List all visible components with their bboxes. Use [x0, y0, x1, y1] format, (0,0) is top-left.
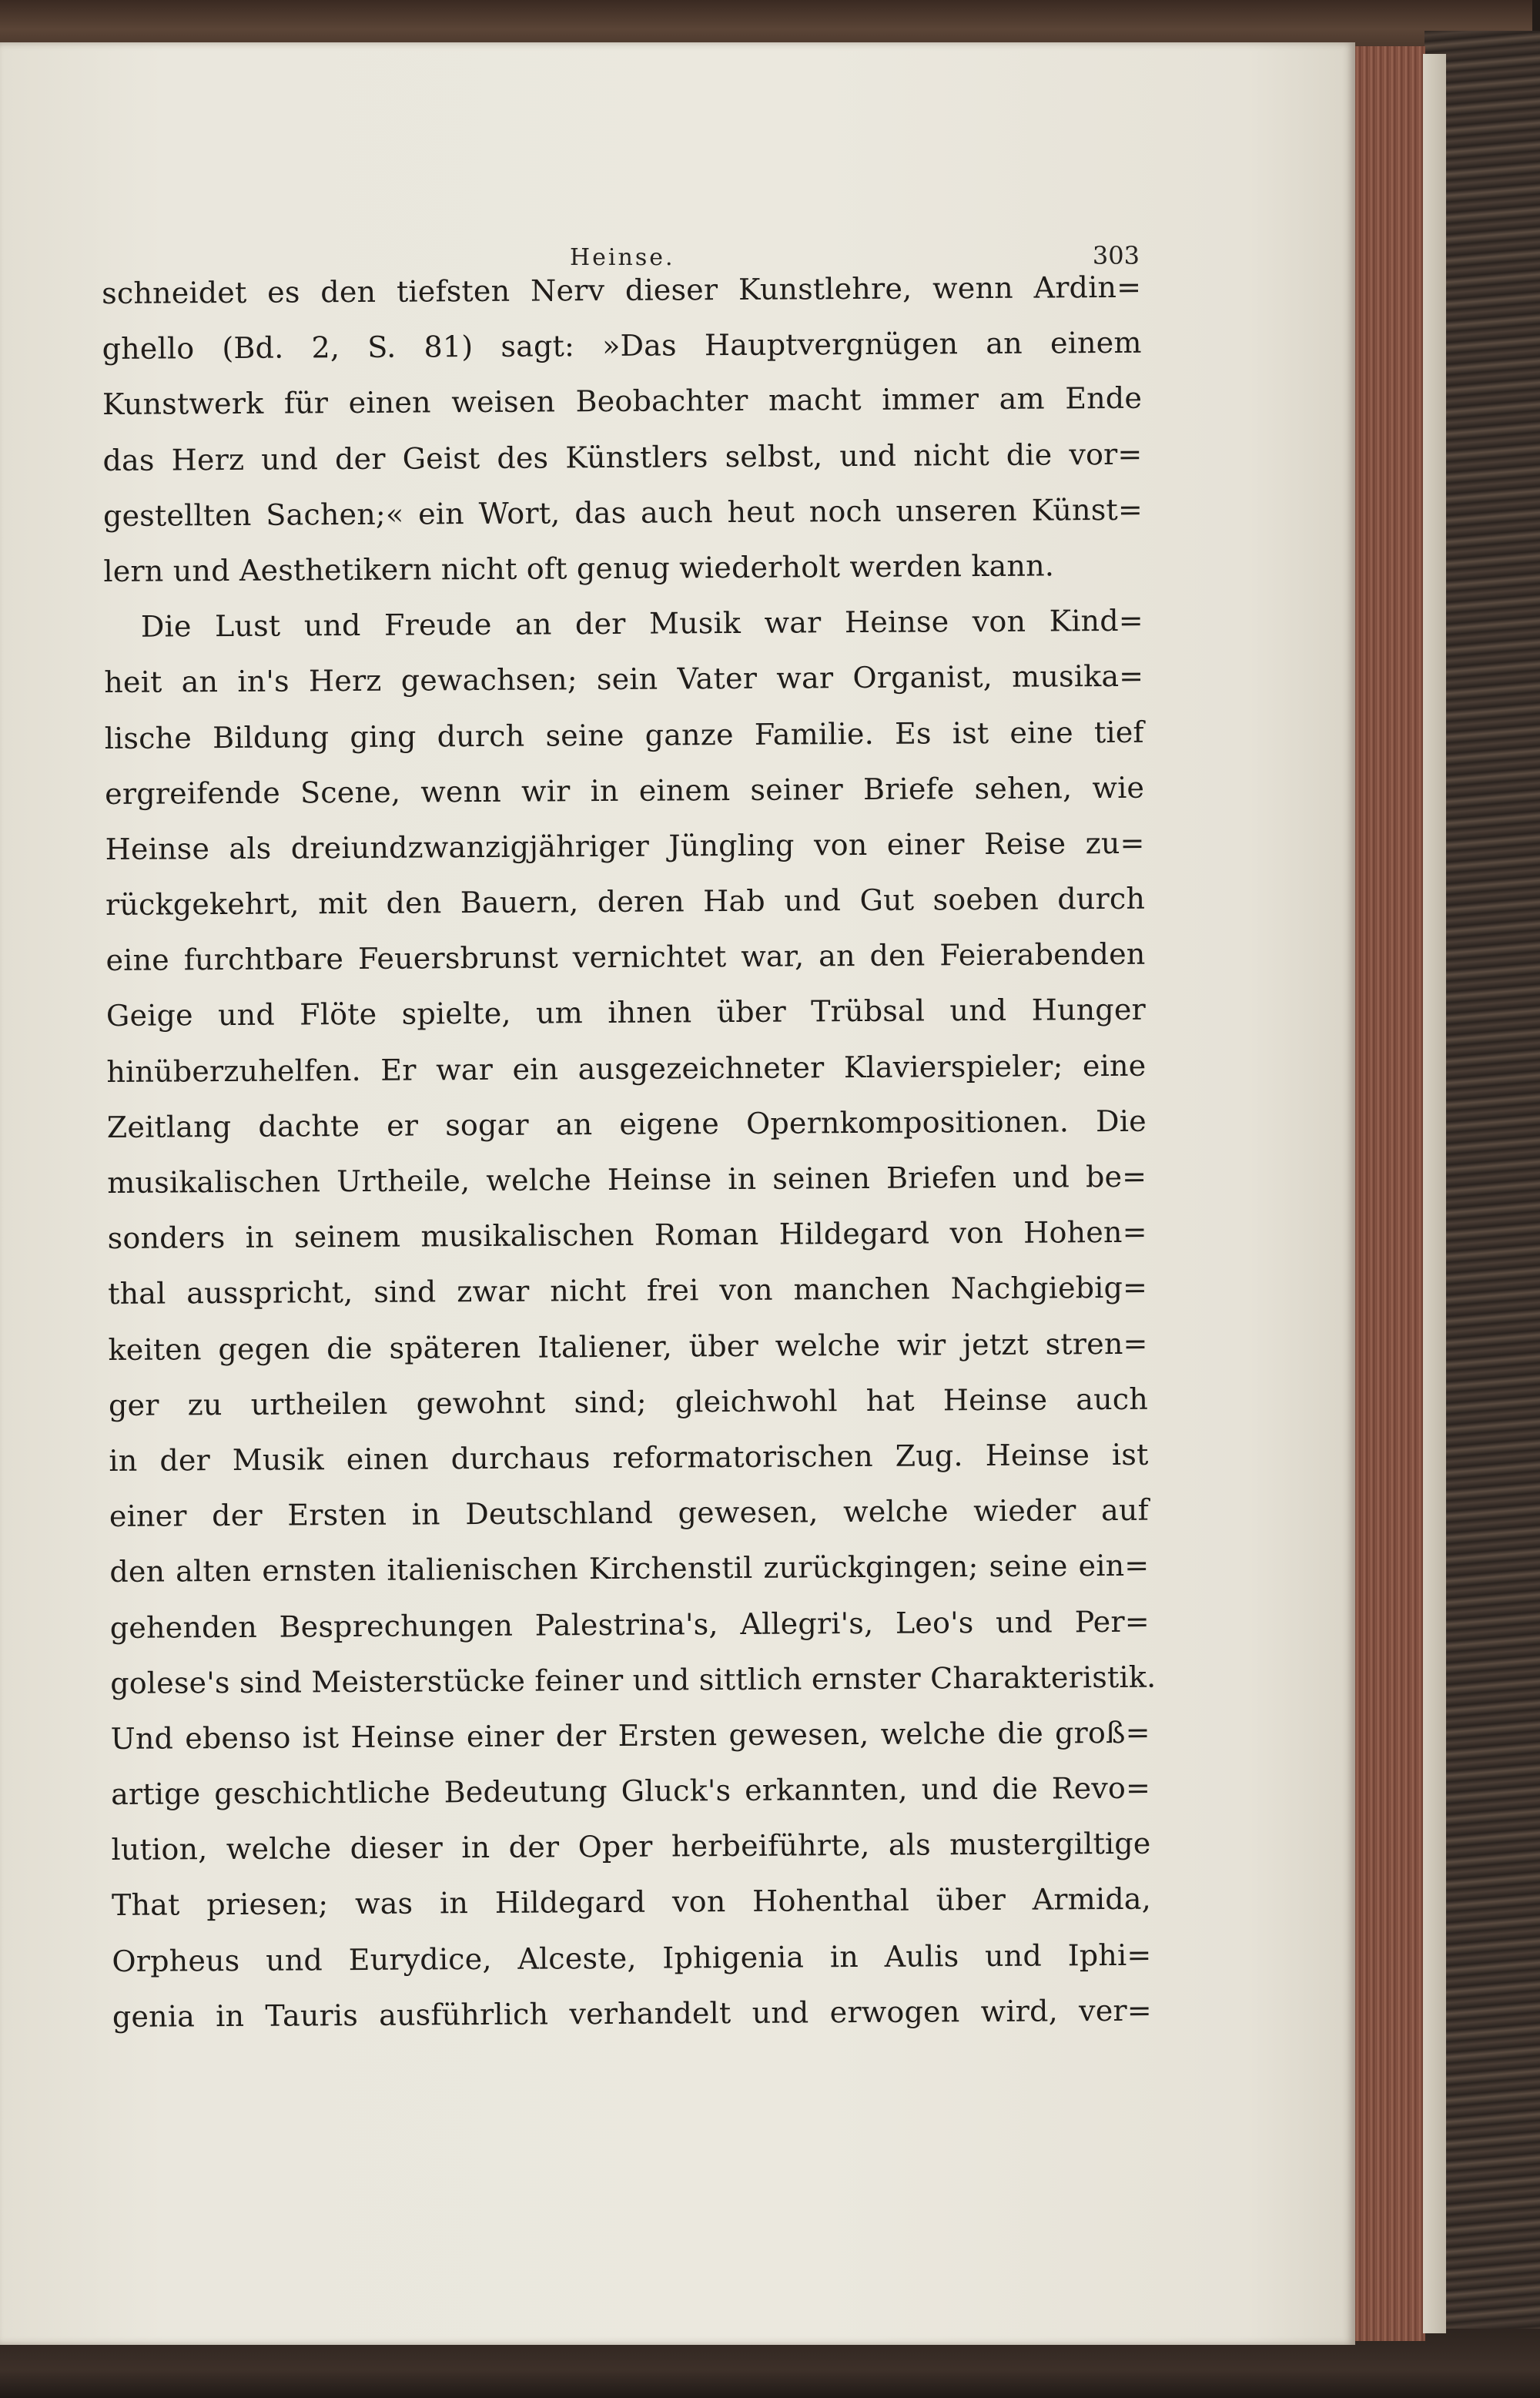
- text-line: Und ebenso ist Heinse einer der Ersten gewesen, welche die groß=: [110, 1715, 1150, 1756]
- text-line: eine furchtbare Feuersbrunst vernichtet war, an den Feierabenden: [105, 936, 1146, 978]
- text-line: Kunstwerk für einen weisen Beobachter macht immer am Ende: [102, 381, 1143, 422]
- text-line: That priesen; was in Hildegard von Hohenthal über Armida,: [111, 1882, 1152, 1923]
- text-line: Heinse als dreiundzwanzigjähriger Jüngling von einer Reise zu=: [105, 826, 1145, 866]
- text-line: ergreifende Scene, wenn wir in einem seiner Briefe sehen, wie: [105, 770, 1145, 811]
- running-head: Heinse.: [570, 244, 675, 271]
- endpaper-edge: [1423, 54, 1446, 2333]
- text-line: golese's sind Meisterstücke feiner und sittlich ernster Charakteristik.: [110, 1660, 1157, 1700]
- body-text: [102, 260, 1157, 2045]
- text-line: keiten gegen die späteren Italiener, über welche wir jetzt stren=: [108, 1326, 1148, 1367]
- text-line: thal ausspricht, sind zwar nicht frei von manchen Nachgiebig=: [108, 1271, 1148, 1311]
- text-line: ghello (Bd. 2, S. 81) sagt: »Das Hauptvergnügen an einem: [102, 325, 1142, 367]
- text-line: artige geschichtliche Bedeutung Gluck's erkannten, und die Revo=: [110, 1770, 1151, 1812]
- text-line: lern und Aesthetikern nicht oft genug wiederholt werden kann.: [103, 548, 1055, 588]
- text-line: in der Musik einen durchaus reformatorischen Zug. Heinse ist: [109, 1437, 1149, 1478]
- page-fore-edge: [1346, 46, 1425, 2341]
- text-line: lische Bildung ging durch seine ganze Familie. Es ist eine tief: [104, 715, 1144, 755]
- text-line: schneidet es den tiefsten Nerv dieser Kunstlehre, wenn Ardin=: [102, 270, 1142, 310]
- text-line: genia in Tauris ausführlich verhandelt und erwogen wird, ver=: [112, 1993, 1152, 2034]
- text-line: Geige und Flöte spielte, um ihnen über Trübsal und Hunger: [105, 993, 1147, 1033]
- text-line: sonders in seinem musikalischen Roman Hildegard von Hohen=: [107, 1214, 1147, 1256]
- text-line: hinüberzuhelfen. Er war ein ausgezeichneter Klavierspieler; eine: [106, 1048, 1147, 1089]
- text-line: Orpheus und Eurydice, Alceste, Iphigenia in Aulis und Iphi=: [112, 1937, 1152, 1978]
- text-line: den alten ernsten italienischen Kirchenstil zurückgingen; seine ein=: [109, 1549, 1150, 1589]
- page-number: 303: [1092, 241, 1140, 270]
- text-line: gehenden Besprechungen Palestrina's, Allegri's, Leo's und Per=: [109, 1604, 1150, 1645]
- text-line: musikalischen Urtheile, welche Heinse in seinen Briefen und be=: [107, 1159, 1147, 1200]
- text-line: gestellten Sachen;« ein Wort, das auch heut noch unseren Künst=: [102, 492, 1143, 533]
- text-line: das Herz und der Geist des Künstlers selbst, und nicht die vor=: [102, 437, 1143, 477]
- text-line: Zeitlang dachte er sogar an eigene Opernkompositionen. Die: [106, 1104, 1147, 1144]
- text-line: Die Lust und Freude an der Musik war Heinse von Kind=: [140, 603, 1143, 644]
- text-line: ger zu urtheilen gewohnt sind; gleichwohl hat Heinse auch: [108, 1382, 1149, 1422]
- text-line: einer der Ersten in Deutschland gewesen, welche wieder auf: [109, 1492, 1150, 1534]
- text-line: rückgekehrt, mit den Bauern, deren Hab und Gut soeben durch: [105, 881, 1146, 923]
- text-line: lution, welche dieser in der Oper herbeiführte, als mustergiltige: [111, 1826, 1151, 1867]
- text-line: heit an in's Herz gewachsen; sein Vater war Organist, musika=: [104, 659, 1144, 700]
